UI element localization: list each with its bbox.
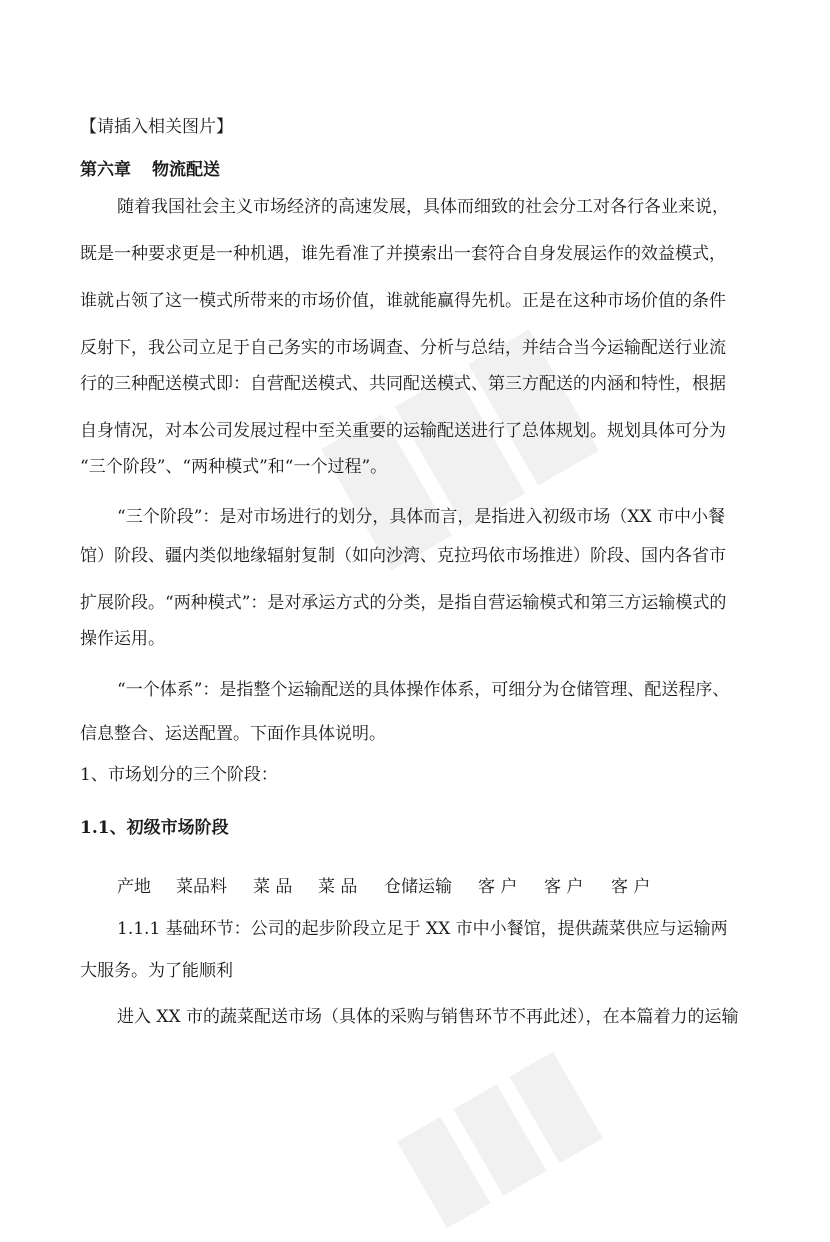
flow-item: 菜 品 — [253, 877, 293, 897]
paragraph-line: 大服务。为了能顺利 — [80, 961, 233, 981]
paragraph-line: 随着我国社会主义市场经济的高速发展，具体而细致的社会分工对各行各业来说， — [117, 197, 729, 217]
flow-item: 菜品料 — [176, 877, 227, 897]
chapter-heading — [80, 159, 760, 181]
chapter-number: 第六章 — [80, 160, 131, 180]
paragraph-line: 1.1.1 基础环节：公司的起步阶段立足于 XX 市中小餐馆，提供蔬菜供应与运输两 — [117, 919, 728, 939]
flow-item: 仓储运输 — [384, 877, 452, 897]
paragraph-line: 信息整合、运送配置。下面作具体说明。 — [80, 724, 386, 744]
image-placeholder: 【请插入相关图片】 — [80, 117, 233, 137]
chapter-title: 物流配送 — [152, 160, 220, 180]
section-heading: 1、市场划分的三个阶段： — [80, 765, 278, 785]
flow-item: 菜 品 — [318, 877, 358, 897]
flow-item: 客 户 — [478, 877, 518, 897]
paragraph-line: “一个体系”：是指整个运输配送的具体操作体系，可细分为仓储管理、配送程序、 — [117, 680, 730, 700]
flow-item: 客 户 — [544, 877, 584, 897]
paragraph-line: 进入 XX 市的蔬菜配送市场（具体的采购与销售环节不再此述），在本篇着力的运输 — [117, 1007, 739, 1027]
paragraph-line: 反射下，我公司立足于自己务实的市场调查、分析与总结，并结合当今运输配送行业流 — [80, 338, 726, 358]
flow-item: 产地 — [117, 877, 151, 897]
paragraph-line: 既是一种要求更是一种机遇，谁先看准了并摸索出一套符合自身发展运作的效益模式， — [80, 244, 726, 264]
paragraph-line: 扩展阶段。“两种模式”：是对承运方式的分类，是指自营运输模式和第三方运输模式的 — [80, 593, 727, 613]
paragraph-line: 馆）阶段、疆内类似地缘辐射复制（如向沙湾、克拉玛依市场推进）阶段、国内各省市 — [80, 546, 726, 566]
paragraph-line: 行的三种配送模式即：自营配送模式、共同配送模式、第三方配送的内涵和特性，根据 — [80, 374, 726, 394]
paragraph-line: “三个阶段”：是对市场进行的划分，具体而言，是指进入初级市场（XX 市中小餐 — [117, 507, 725, 527]
paragraph-line: 谁就占领了这一模式所带来的市场价值，谁就能赢得先机。正是在这种市场价值的条件 — [80, 291, 726, 311]
flow-item: 客 户 — [611, 877, 651, 897]
paragraph-line: 自身情况，对本公司发展过程中至关重要的运输配送进行了总体规划。规划具体可分为 — [80, 421, 726, 441]
subsection-heading: 1.1、初级市场阶段 — [80, 818, 229, 838]
watermark-bottom-icon — [383, 1038, 616, 1242]
paragraph-line: 操作运用。 — [80, 629, 165, 649]
paragraph-line: “三个阶段”、“两种模式”和“一个过程”。 — [80, 457, 388, 477]
